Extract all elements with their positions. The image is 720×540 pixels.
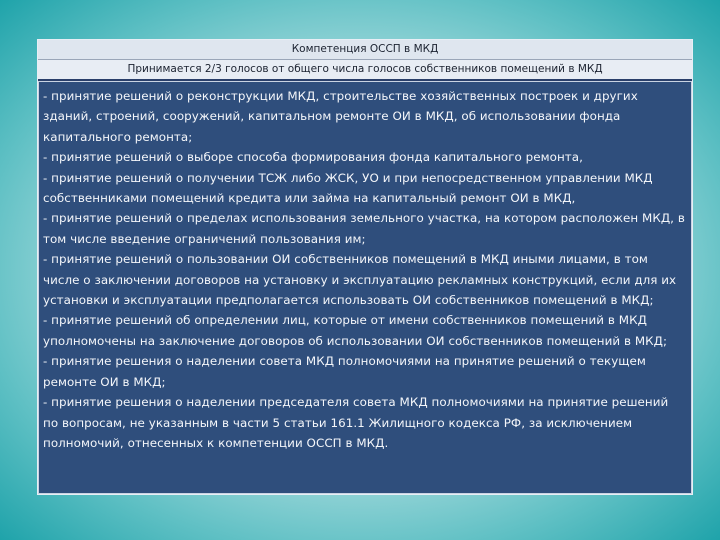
- list-item: - принятие решения о наделении председателя совета МКД полномочиями на принятие решений по вопросам, не указанным в части 5 статьи 161.1 Жилищного кодекса РФ, за исключением полномочий, отнесенных к компетенции ОССП в МКД.: [43, 395, 669, 450]
- table-subheader: Принимается 2/3 голосов от общего числа голосов собственников помещений в МКД: [38, 60, 692, 81]
- list-item: - принятие решений о пределах использования земельного участка, на котором расположен МКД, в том числе введение ограничений пользования им;: [43, 211, 685, 246]
- competence-table: [37, 39, 693, 495]
- list-item: - принятие решения о наделении совета МКД полномочиями на принятие решений о текущем ремонте ОИ в МКД;: [43, 354, 646, 389]
- list-item: - принятие решений о выборе способа формирования фонда капитального ремонта,: [43, 150, 583, 165]
- list-item: - принятие решений о получении ТСЖ либо ЖСК, УО и при непосредственном управлении МКД собственниками помещений кредита или займа на капитальный ремонт ОИ в МКД,: [43, 170, 653, 206]
- table-header: Компетенция ОССП в МКД: [38, 40, 692, 60]
- list-item: - принятие решений о реконструкции МКД, строительстве хозяйственных построек и других зданий, строений, сооружений, капитальном ремонте ОИ в МКД, об использовании фонда капитального ремонта;: [43, 89, 638, 144]
- table-body: [38, 81, 692, 494]
- list-item: - принятие решений об определении лиц, которые от имени собственников помещений в МКД уполномочены на заключение договоров об использовании ОИ собственников помещений в МКД;: [43, 313, 668, 348]
- list-item: - принятие решений о пользовании ОИ собственников помещений в МКД иными лицами, в том числе о заключении договоров на установку и эксплуатацию рекламных конструкций, если для их установки и эксплуатации предполагается использовать ОИ собственников помещений в МКД;: [43, 252, 677, 308]
